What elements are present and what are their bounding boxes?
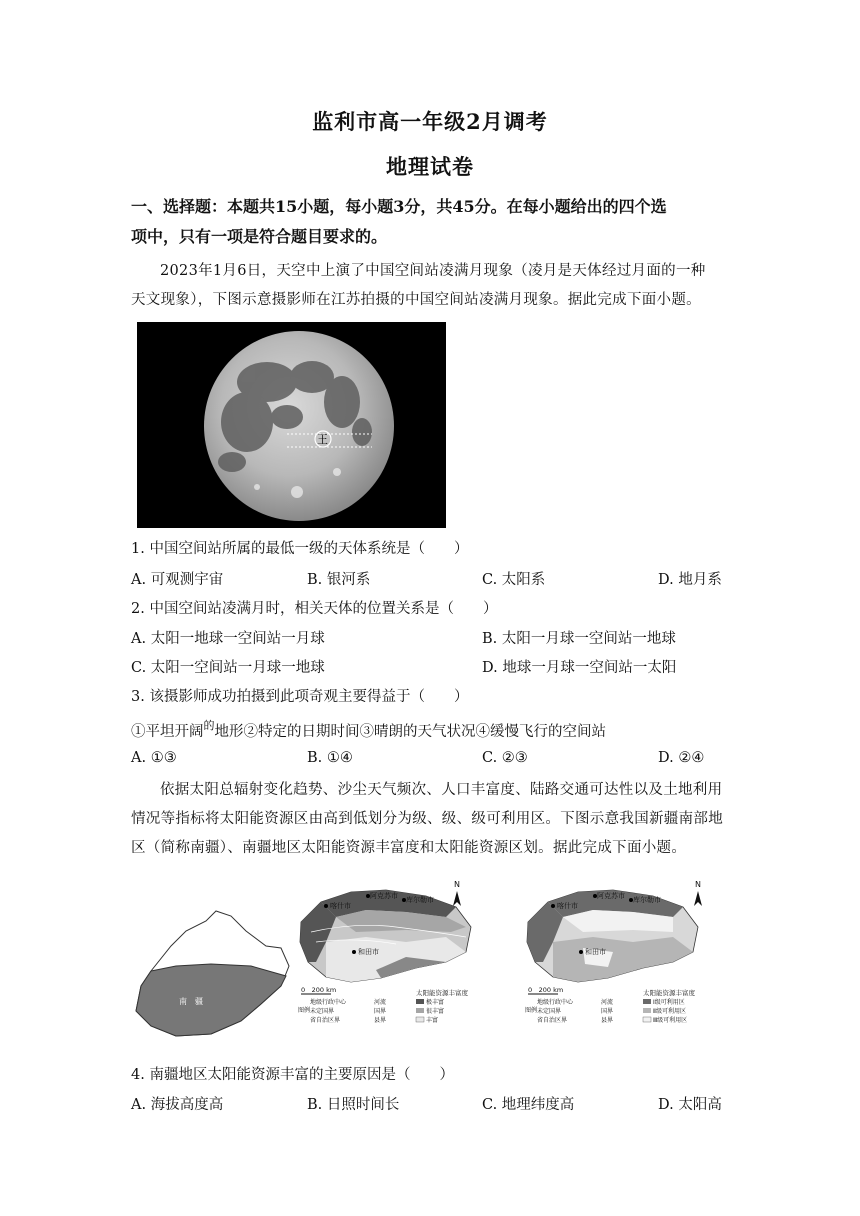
map1-legend-word: 图例: [298, 1007, 311, 1014]
map2-legend-item: 地级行政中心: [537, 999, 574, 1006]
q1-option-b[interactable]: B. 银河系: [307, 572, 371, 588]
map1-north-arrow-icon: [453, 891, 461, 906]
map2-scale: 0 200 km: [528, 986, 564, 994]
question-4-stem: 4. 南疆地区太阳能资源丰富的主要原因是（ ）: [131, 1067, 454, 1083]
map1-legend-item: 地级行政中心: [310, 999, 347, 1006]
map2-city-akesu: 阿克苏市: [597, 892, 625, 900]
material-2: [131, 776, 731, 863]
q4-option-d[interactable]: D. 太阳高: [658, 1097, 722, 1113]
q1-option-a[interactable]: A. 可观测宇宙: [131, 572, 224, 588]
map2-north-label: N: [695, 880, 701, 889]
map2-legend-item: Ⅰ级可利用区: [653, 999, 685, 1006]
maps-svg: [131, 876, 731, 1044]
map1-city-kuerle: 库尔勒市: [406, 896, 434, 904]
map1-legend-item: 极丰富: [426, 999, 445, 1006]
page-subtitle: 地理试卷: [386, 154, 474, 179]
map1-city-akesu: 阿克苏市: [370, 892, 398, 900]
q4-option-b[interactable]: B. 日照时间长: [307, 1097, 400, 1113]
map2-legend-item: Ⅲ级可利用区: [653, 1017, 688, 1024]
map2-city-kuerle: 库尔勒市: [633, 896, 661, 904]
moon-transit-photo: [137, 322, 446, 528]
q1-option-c[interactable]: C. 太阳系: [482, 572, 546, 588]
map1-legend-item: 未定国界: [310, 1008, 335, 1015]
q3-items-sup: 的: [203, 719, 215, 732]
map2-legend-item: 未定国界: [537, 1008, 562, 1015]
question-3-items: [131, 720, 606, 741]
material-1: [131, 257, 731, 315]
material-2-line3: 区（简称南疆）、南疆地区太阳能资源丰富度和太阳能资源区划。据此完成下面小题。: [131, 840, 687, 856]
q4-option-c[interactable]: C. 地理纬度高: [482, 1097, 575, 1113]
q2-option-a[interactable]: A. 太阳一地球一空间站一月球: [131, 631, 325, 647]
q4-option-a[interactable]: A. 海拔高度高: [131, 1097, 224, 1113]
solar-richness-map: [298, 880, 471, 1024]
nanjiang-label: 南 疆: [179, 997, 203, 1006]
question-3-stem: 3. 该摄影师成功拍摄到此项奇观主要得益于（ ）: [131, 689, 469, 705]
question-1-stem: 1. 中国空间站所属的最低一级的天体系统是（ ）: [131, 541, 469, 557]
map2-legend-item: 河流: [601, 999, 614, 1006]
moon-image: [137, 322, 446, 528]
map2-legend-word: 图例: [525, 1007, 538, 1014]
solar-zoning-map: [525, 880, 702, 1024]
map1-legend-item: 县界: [374, 1017, 387, 1024]
map1-legend-item: 很丰富: [426, 1008, 445, 1015]
svg-text:王: 王: [317, 433, 328, 446]
xinjiang-locator-map: [136, 911, 289, 1036]
map1-city-kashi: 喀什市: [330, 902, 351, 910]
section-heading-line2: 项中，只有一项是符合题目要求的。: [131, 227, 388, 246]
map1-legend-title: 太阳能资源丰富度: [416, 989, 468, 997]
map1-legend-item: 河流: [374, 999, 387, 1006]
map1-legend-item: 省自治区界: [310, 1017, 341, 1024]
map1-legend-item: 国界: [374, 1008, 387, 1015]
map1-legend-item: 丰富: [426, 1017, 439, 1024]
map1-north-label: N: [454, 880, 460, 889]
nanjiang-maps-figure: [131, 876, 731, 1044]
map2-legend-item: Ⅱ级可利用区: [653, 1008, 686, 1015]
map2-legend-item: 省自治区界: [537, 1017, 568, 1024]
material-2-line1: 依据太阳总辐射变化趋势、沙尘天气频次、人口丰富度、陆路交通可达性以及土地利用: [160, 782, 723, 798]
map1-city-hetian: 和田市: [358, 948, 379, 956]
question-2-stem: 2. 中国空间站凌满月时，相关天体的位置关系是（ ）: [131, 601, 498, 617]
map2-legend-item: 国界: [601, 1008, 614, 1015]
q3-option-c[interactable]: C. ②③: [482, 750, 528, 766]
map2-north-arrow-icon: [694, 891, 702, 906]
q3-items-pre: ①平坦开阔: [131, 724, 204, 740]
material-2-line2: 情况等指标将太阳能资源区由高到低划分为级、级、级可利用区。下图示意我国新疆南部地: [131, 811, 723, 827]
q3-items-post: 地形②特定的日期时间③晴朗的天气状况④缓慢飞行的空间站: [214, 724, 606, 740]
map2-legend-title: 太阳能资源丰富度: [643, 989, 695, 997]
q2-option-c[interactable]: C. 太阳一空间站一月球一地球: [131, 660, 325, 676]
q3-option-d[interactable]: D. ②④: [658, 750, 705, 766]
map2-city-hetian: 和田市: [585, 948, 606, 956]
q1-option-d[interactable]: D. 地月系: [658, 572, 722, 588]
map1-scale: 0 200 km: [301, 986, 337, 994]
map2-city-kashi: 喀什市: [557, 902, 578, 910]
q2-option-d[interactable]: D. 地球一月球一空间站一太阳: [482, 660, 677, 676]
material-1-line1: 2023年1月6日，天空中上演了中国空间站凌满月现象（凌月是天体经过月面的一种: [160, 263, 706, 279]
page-title: 监利市高一年级2月调考: [312, 109, 548, 134]
q3-option-a[interactable]: A. ①③: [131, 750, 177, 766]
map2-legend-item: 县界: [601, 1017, 614, 1024]
q2-option-b[interactable]: B. 太阳一月球一空间站一地球: [482, 631, 676, 647]
section-heading: [131, 192, 731, 252]
section-heading-line1: 一、选择题：本题共15小题，每小题3分，共45分。在每小题给出的四个选: [131, 197, 667, 216]
q3-option-b[interactable]: B. ①④: [307, 750, 353, 766]
material-1-line2: 天文现象），下图示意摄影师在江苏拍摄的中国空间站凌满月现象。据此完成下面小题。: [131, 292, 701, 308]
